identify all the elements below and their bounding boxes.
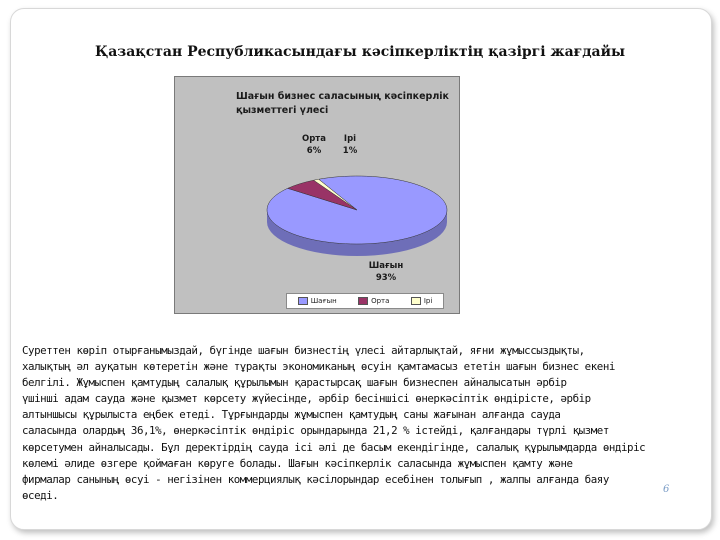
slice-name-medium: Орта (302, 134, 326, 144)
slice-name-small: Шағын (368, 261, 404, 271)
legend-label-medium: Орта (371, 297, 390, 305)
chart-title-line-2: қызметтегі үлесі (236, 105, 329, 116)
body-line: көрсетумен айналысады. Бұл деректірдің сауда ісі әлі де басым екендігінде, салалық құрылымдарда өндіріс (22, 440, 646, 454)
slice-label-large (336, 133, 364, 157)
legend-item-large (411, 297, 432, 305)
body-line: өседі. (22, 488, 59, 502)
slice-value-medium: 6% (306, 146, 322, 156)
legend-label-large: Ірі (423, 297, 433, 305)
legend-item-small (298, 297, 337, 305)
legend-item-medium (358, 297, 389, 305)
body-line: саласында олардың 36,1%, өнеркәсіптік өндіріс орындарында 21,2 % істейді, қалғандары түрлі қызмет (22, 424, 609, 438)
legend-swatch-medium (358, 297, 368, 305)
slice-name-large: Ірі (343, 134, 357, 144)
body-line: көлемі әлиде өзгере қоймаған көруге болады. Шағын кәсіпкерлік саласында жұмыспен қамту және (22, 456, 573, 470)
body-line: белгілі. Жұмыспен қамтудың салалық құрылымын қарастырсақ шағын бизнеспен айналысатын әрбір (22, 376, 567, 390)
legend-swatch-small (298, 297, 308, 305)
slice-value-small: 93% (375, 273, 397, 283)
legend-label-small: Шағын (310, 297, 337, 305)
body-line: Суреттен көріп отырғанымыздай, бүгінде шағын бизнестің үлесі айтарлықтай, яғни жұмыссыздықты, (22, 344, 585, 357)
legend-swatch-large (411, 297, 421, 305)
body-text (22, 343, 712, 504)
slice-label-medium (292, 133, 336, 157)
body-line: үшінші адам сауда және қызмет көрсету жүйесінде, әрбір бесіншісі өнеркәсіптік өндірісте, әрбір (22, 392, 591, 406)
slide-title: Қазақстан Республикасындағы кәсіпкерліктің қазіргі жағдайы (94, 44, 626, 60)
pie-chart (174, 76, 458, 312)
chart-title-line-1: Шағын бизнес саласының кәсіпкерлік (236, 91, 449, 102)
body-line: халықтың әл ауқатын көтеретін және тұрақты экономиканың өсуін қамтамасыз ететін шағын бизнес екені (22, 360, 615, 374)
page-number: 6 (663, 484, 670, 495)
slice-value-large: 1% (342, 146, 358, 156)
body-line: алтыншысы құрылыста еңбек етеді. Тұрғындарды жұмыспен қамтудың саны жағынан алғанда сауда (22, 408, 561, 422)
body-line: фирмалар санының өсуі - негізінен коммерциялық кәсілорындар есебінен толығып , жалпы алғанда баяу (22, 472, 609, 486)
slice-label-small (362, 260, 410, 284)
chart-legend (286, 293, 444, 309)
